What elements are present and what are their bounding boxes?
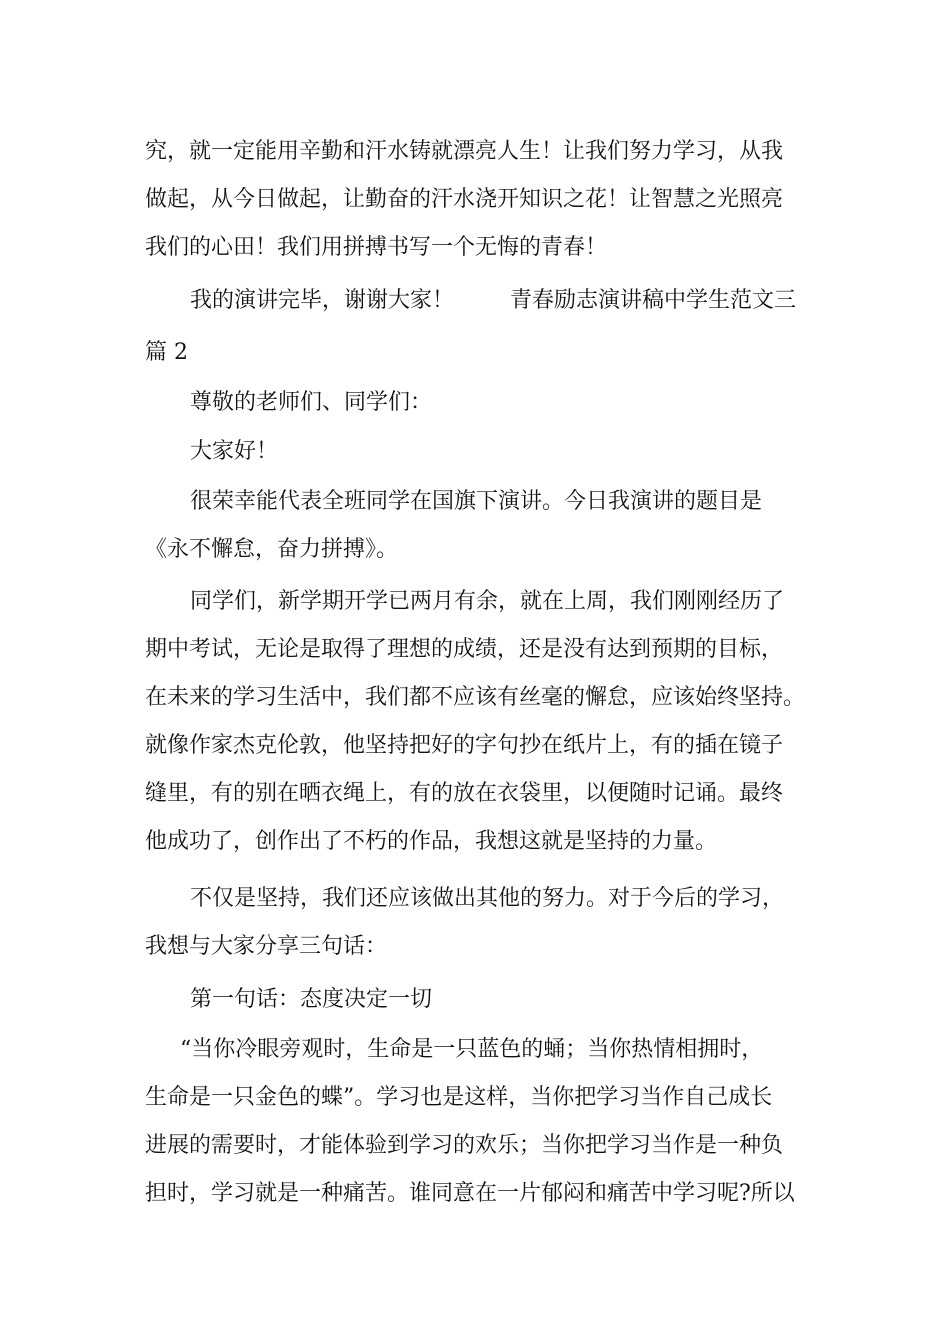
text-line-22: 担时，学习就是一种痛苦。谁同意在一片郁闷和痛苦中学习呢?所以	[145, 1181, 795, 1206]
text-line-20: 生命是一只金色的蝶”。学习也是这样，当你把学习当作自己成长	[145, 1085, 773, 1110]
subheading: 第一句话：态度决定一切	[190, 987, 433, 1012]
text-line-8: 很荣幸能代表全班同学在国旗下演讲。今日我演讲的题目是	[190, 489, 763, 514]
text-line-10: 同学们，新学期开学已两月有余，就在上周，我们刚刚经历了	[190, 589, 785, 614]
text-line-15: 他成功了，创作出了不朽的作品，我想这就是坚持的力量。	[145, 829, 718, 854]
greeting: 大家好！	[190, 439, 279, 464]
section-title: 青春励志演讲稿中学生范文三	[510, 288, 797, 313]
text-line-11: 期中考试，无论是取得了理想的成绩，还是没有达到预期的目标，	[145, 637, 784, 662]
text-line-1: 究，就一定能用辛勤和汗水铸就漂亮人生！让我们努力学习，从我	[145, 139, 784, 164]
text-line-13: 就像作家杰克伦敦，他坚持把好的字句抄在纸片上，有的插在镜子	[145, 733, 784, 758]
text-line-14: 缝里，有的别在晒衣绳上，有的放在衣袋里，以便随时记诵。最终	[145, 781, 784, 806]
speech-title: 《永不懈怠，奋力拼搏》。	[145, 537, 399, 562]
text-line-17: 我想与大家分享三句话：	[145, 934, 388, 959]
text-line-2: 做起，从今日做起，让勤奋的汗水浇开知识之花！让智慧之光照亮	[145, 187, 784, 212]
text-line-12: 在未来的学习生活中，我们都不应该有丝毫的懈怠，应该始终坚持。	[145, 685, 806, 710]
section-number: 篇 2	[145, 340, 188, 365]
text-line-16: 不仅是坚持，我们还应该做出其他的努力。对于今后的学习，	[190, 886, 785, 911]
text-line-19: “当你冷眼旁观时，生命是一只蓝色的蛹；当你热情相拥时，	[180, 1037, 764, 1062]
text-line-3: 我们的心田！我们用拼搏书写一个无悔的青春！	[145, 235, 608, 260]
text-line-21: 进展的需要时，才能体验到学习的欢乐；当你把学习当作是一种负	[145, 1133, 784, 1158]
text-line-closing: 我的演讲完毕，谢谢大家！	[190, 288, 455, 313]
salutation: 尊敬的老师们、同学们：	[190, 390, 433, 415]
